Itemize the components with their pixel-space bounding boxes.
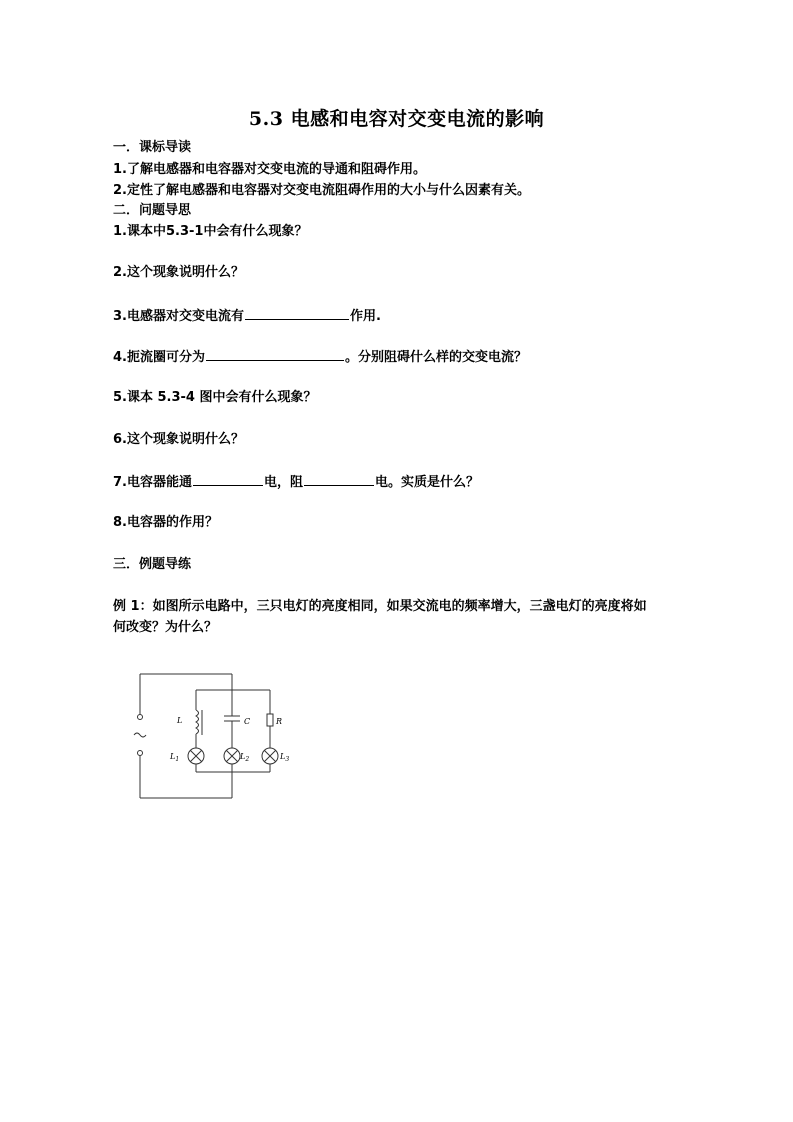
question-3-blank[interactable] <box>245 307 349 320</box>
ac-source-icon <box>134 715 146 756</box>
question-4 <box>113 348 527 366</box>
label-lamp-1: $L_1$ <box>170 752 180 763</box>
lamp-1-icon <box>188 748 204 764</box>
label-lamp-3: $L_3$ <box>280 752 290 763</box>
question-3-suffix: 作用. <box>349 309 381 324</box>
question-7-blank-2[interactable] <box>304 473 374 486</box>
label-resistor: R <box>276 717 283 726</box>
question-4-prefix: 4.扼流圈可分为 <box>113 350 205 365</box>
question-7-part-a: 7.电容器能通 <box>113 475 192 490</box>
section3-heading: 三．例题导练 <box>113 557 192 572</box>
section2-heading: 二．问题导思 <box>113 203 192 218</box>
section1-heading: 一．课标导读 <box>113 140 192 155</box>
label-inductor: L <box>177 716 183 725</box>
question-2: 2.这个现象说明什么？ <box>113 265 244 280</box>
label-capacitor: C <box>244 717 251 726</box>
question-8: 8.电容器的作用？ <box>113 515 218 530</box>
label-lamp-2: $L_2$ <box>240 752 250 763</box>
question-7-blank-1[interactable] <box>193 473 263 486</box>
question-3-prefix: 3.电感器对交变电流有 <box>113 309 244 324</box>
lamp-2-icon <box>224 748 240 764</box>
lamp-3-icon <box>262 748 278 764</box>
question-6: 6.这个现象说明什么？ <box>113 432 244 447</box>
example-1-line-1: 例 1：如图所示电路中，三只电灯的亮度相同，如果交流电的频率增大，三盏电灯的亮度将如 <box>113 599 647 614</box>
question-7-part-c: 电。实质是什么？ <box>375 475 480 490</box>
section1-item-1: 1.了解电感器和电容器对交变电流的导通和阻碍作用。 <box>113 162 426 177</box>
question-4-blank[interactable] <box>206 348 344 361</box>
question-3 <box>113 307 381 325</box>
question-4-suffix: 。分别阻碍什么样的交变电流？ <box>344 350 527 365</box>
section1-item-2: 2.定性了解电感器和电容器对交变电流阻碍作用的大小与什么因素有关。 <box>113 183 530 198</box>
circuit-diagram <box>128 668 328 804</box>
question-7-part-b: 电，阻 <box>263 475 303 490</box>
question-7 <box>113 473 479 491</box>
page-title: 5.3 电感和电容对交变电流的影响 <box>248 108 545 130</box>
question-5: 5.课本 5.3-4 图中会有什么现象？ <box>113 390 317 405</box>
example-1-line-2: 何改变？为什么？ <box>113 620 218 635</box>
question-1: 1.课本中5.3-1中会有什么现象？ <box>113 224 308 239</box>
